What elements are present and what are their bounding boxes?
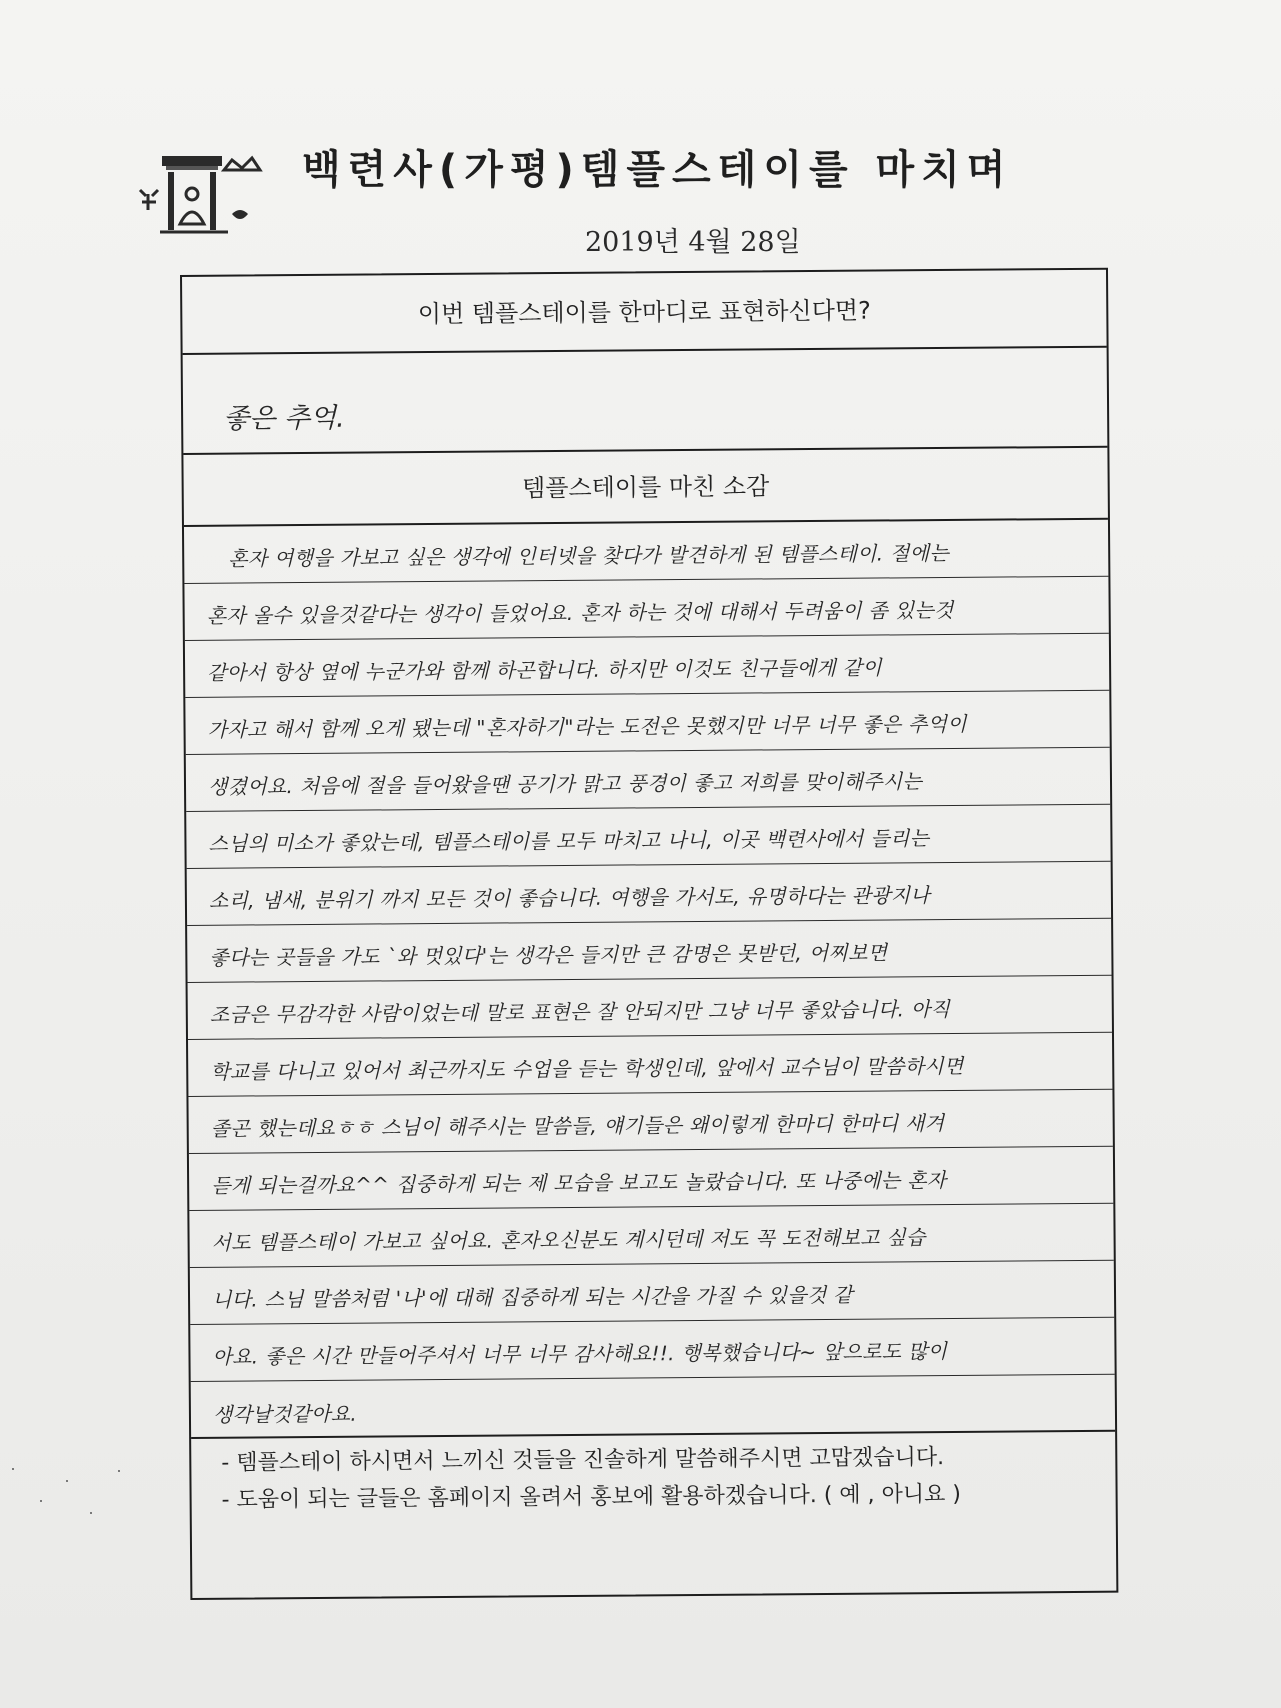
essay-line	[186, 748, 1110, 812]
essay-line	[185, 691, 1109, 755]
essay-line	[188, 1033, 1112, 1097]
essay-area	[184, 520, 1115, 1439]
essay-line	[187, 919, 1111, 983]
paper-speck	[12, 1468, 14, 1470]
reflection-form	[180, 268, 1118, 1600]
temple-logo	[132, 150, 267, 248]
essay-line-text: 생겼어요. 처음에 절을 들어왔을땐 공기가 맑고 풍경이 좋고 저희를 맞이해주시는	[207, 769, 923, 799]
note-line: - 도움이 되는 글들은 홈페이지 올려서 홍보에 활용하겠습니다. ( 예 , 아니요 )	[221, 1481, 962, 1513]
question-one-label: 이번 템플스테이를 한마디로 표현하신다면?	[182, 270, 1107, 355]
essay-line-text: 생각날것같아요.	[212, 1401, 358, 1427]
essay-line-text: 아요. 좋은 시간 만들어주셔서 너무 너무 감사해요!!. 행복했습니다~ 앞으로도 많이	[212, 1339, 948, 1369]
paper-speck	[66, 1480, 68, 1482]
question-one-answer-box	[183, 348, 1108, 455]
essay-line-text: 좋다는 곳들을 가도 `와 멋있다'는 생각은 들지만 큰 감명은 못받던, 어찌보면	[209, 940, 888, 970]
date-line: 2019년 4월 28일	[585, 227, 801, 258]
essay-line-text: 듣게 되는걸까요^^ 집중하게 되는 제 모습을 보고도 놀랐습니다. 또 나중에는 혼자	[211, 1168, 947, 1198]
question-one-answer: 좋은 추억.	[223, 402, 345, 435]
question-two-label: 템플스테이를 마친 소감	[183, 448, 1108, 527]
essay-line	[190, 1318, 1114, 1382]
essay-line	[185, 634, 1109, 698]
paper-speck	[118, 1470, 120, 1472]
essay-line-text: 소리, 냄새, 분위기 까지 모든 것이 좋습니다. 여행을 가서도, 유명하다는 관광지나	[208, 883, 931, 913]
essay-line	[186, 805, 1110, 869]
essay-line-text: 니다. 스님 말씀처럼 '나'에 대해 집중하게 되는 시간을 가질 수 있을것 같	[211, 1282, 853, 1312]
paper-speck	[40, 1500, 42, 1502]
paper-speck	[90, 1512, 92, 1514]
essay-line-text: 같아서 항상 옆에 누군가와 함께 하곤합니다. 하지만 이것도 친구들에게 같이	[207, 655, 882, 685]
essay-line-text: 혼자 여행을 가보고 싶은 생각에 인터넷을 찾다가 발견하게 된 템플스테이. 절에는	[228, 540, 950, 571]
page-title: 백련사(가평)템플스테이를 마치며	[302, 147, 1013, 193]
instruction-notes	[221, 1439, 961, 1519]
essay-line	[189, 1204, 1113, 1268]
essay-line-text: 조금은 무감각한 사람이었는데 말로 표현은 잘 안되지만 그냥 너무 좋았습니다. 아직	[209, 996, 951, 1027]
essay-line	[187, 862, 1111, 926]
essay-line-text: 서도 템플스테이 가보고 싶어요. 혼자오신분도 계시던데 저도 꼭 도전해보고 싶습	[211, 1225, 926, 1255]
essay-line-text: 스님의 미소가 좋았는데, 템플스테이를 모두 마치고 나니, 이곳 백련사에서 들리는	[208, 826, 930, 856]
note-line: - 템플스테이 하시면서 느끼신 것들을 진솔하게 말씀해주시면 고맙겠습니다.	[221, 1445, 945, 1476]
essay-line	[190, 1261, 1114, 1325]
essay-line-text: 졸곤 했는데요ㅎㅎ 스님이 해주시는 말씀들, 얘기들은 왜이렇게 한마디 한마디 새겨	[210, 1111, 945, 1141]
essay-line-text: 학교를 다니고 있어서 최근까지도 수업을 듣는 학생인데, 앞에서 교수님이 말씀하시면	[210, 1053, 964, 1084]
essay-line	[188, 976, 1112, 1040]
essay-line	[191, 1375, 1115, 1439]
essay-line	[189, 1147, 1113, 1211]
essay-line-text: 혼자 올수 있을것같다는 생각이 들었어요. 혼자 하는 것에 대해서 두려움이 좀 있는것	[206, 597, 954, 628]
essay-line-text: 가자고 해서 함께 오게 됐는데 "혼자하기"라는 도전은 못했지만 너무 너무 좋은 추억이	[207, 711, 967, 742]
essay-line	[184, 577, 1108, 641]
essay-line	[188, 1090, 1112, 1154]
essay-line	[184, 520, 1108, 584]
